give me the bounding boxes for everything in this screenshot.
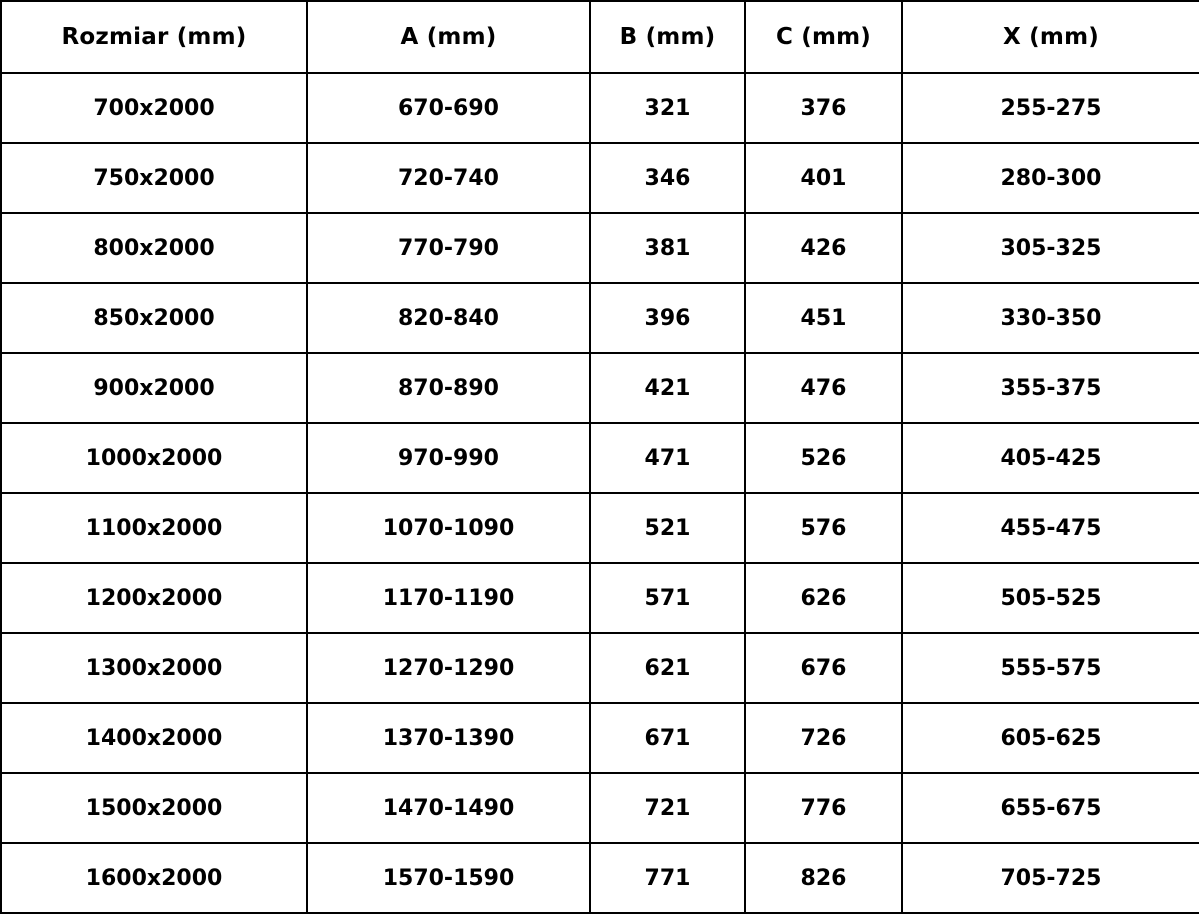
cell-rozmiar: 1100x2000 (1, 493, 307, 563)
cell-b: 421 (590, 353, 745, 423)
cell-a: 720-740 (307, 143, 590, 213)
cell-x: 505-525 (902, 563, 1199, 633)
cell-c: 476 (745, 353, 902, 423)
cell-rozmiar: 1400x2000 (1, 703, 307, 773)
table-header-row (1, 1, 1199, 73)
cell-rozmiar: 1000x2000 (1, 423, 307, 493)
cell-rozmiar: 1500x2000 (1, 773, 307, 843)
cell-a: 970-990 (307, 423, 590, 493)
table-row (1, 73, 1199, 143)
cell-a: 670-690 (307, 73, 590, 143)
cell-a: 1170-1190 (307, 563, 590, 633)
table-row (1, 703, 1199, 773)
cell-a: 870-890 (307, 353, 590, 423)
cell-x: 355-375 (902, 353, 1199, 423)
cell-b: 771 (590, 843, 745, 913)
table-row (1, 773, 1199, 843)
cell-b: 721 (590, 773, 745, 843)
cell-c: 776 (745, 773, 902, 843)
cell-c: 576 (745, 493, 902, 563)
cell-x: 330-350 (902, 283, 1199, 353)
cell-rozmiar: 850x2000 (1, 283, 307, 353)
cell-rozmiar: 1200x2000 (1, 563, 307, 633)
cell-c: 401 (745, 143, 902, 213)
table-row (1, 353, 1199, 423)
table-row (1, 633, 1199, 703)
cell-b: 671 (590, 703, 745, 773)
table-header (1, 1, 1199, 73)
cell-b: 621 (590, 633, 745, 703)
column-header-b: B (mm) (590, 1, 745, 73)
cell-c: 376 (745, 73, 902, 143)
table-row (1, 283, 1199, 353)
cell-b: 471 (590, 423, 745, 493)
cell-b: 346 (590, 143, 745, 213)
cell-a: 770-790 (307, 213, 590, 283)
cell-c: 626 (745, 563, 902, 633)
cell-x: 305-325 (902, 213, 1199, 283)
cell-b: 571 (590, 563, 745, 633)
cell-c: 726 (745, 703, 902, 773)
cell-a: 820-840 (307, 283, 590, 353)
cell-rozmiar: 1300x2000 (1, 633, 307, 703)
cell-c: 451 (745, 283, 902, 353)
column-header-x: X (mm) (902, 1, 1199, 73)
cell-x: 655-675 (902, 773, 1199, 843)
cell-a: 1270-1290 (307, 633, 590, 703)
cell-rozmiar: 750x2000 (1, 143, 307, 213)
table-row (1, 563, 1199, 633)
cell-rozmiar: 900x2000 (1, 353, 307, 423)
cell-x: 280-300 (902, 143, 1199, 213)
cell-c: 526 (745, 423, 902, 493)
cell-rozmiar: 1600x2000 (1, 843, 307, 913)
cell-b: 381 (590, 213, 745, 283)
column-header-rozmiar: Rozmiar (mm) (1, 1, 307, 73)
cell-c: 676 (745, 633, 902, 703)
table-row (1, 493, 1199, 563)
cell-rozmiar: 800x2000 (1, 213, 307, 283)
cell-a: 1070-1090 (307, 493, 590, 563)
cell-x: 455-475 (902, 493, 1199, 563)
column-header-c: C (mm) (745, 1, 902, 73)
table-body (1, 73, 1199, 913)
table-row (1, 213, 1199, 283)
table-row (1, 423, 1199, 493)
cell-a: 1470-1490 (307, 773, 590, 843)
cell-a: 1570-1590 (307, 843, 590, 913)
cell-a: 1370-1390 (307, 703, 590, 773)
cell-b: 396 (590, 283, 745, 353)
cell-b: 321 (590, 73, 745, 143)
cell-rozmiar: 700x2000 (1, 73, 307, 143)
cell-x: 605-625 (902, 703, 1199, 773)
cell-x: 255-275 (902, 73, 1199, 143)
cell-c: 826 (745, 843, 902, 913)
cell-x: 555-575 (902, 633, 1199, 703)
cell-b: 521 (590, 493, 745, 563)
table-row (1, 143, 1199, 213)
table-row (1, 843, 1199, 913)
cell-x: 405-425 (902, 423, 1199, 493)
cell-x: 705-725 (902, 843, 1199, 913)
cell-c: 426 (745, 213, 902, 283)
column-header-a: A (mm) (307, 1, 590, 73)
